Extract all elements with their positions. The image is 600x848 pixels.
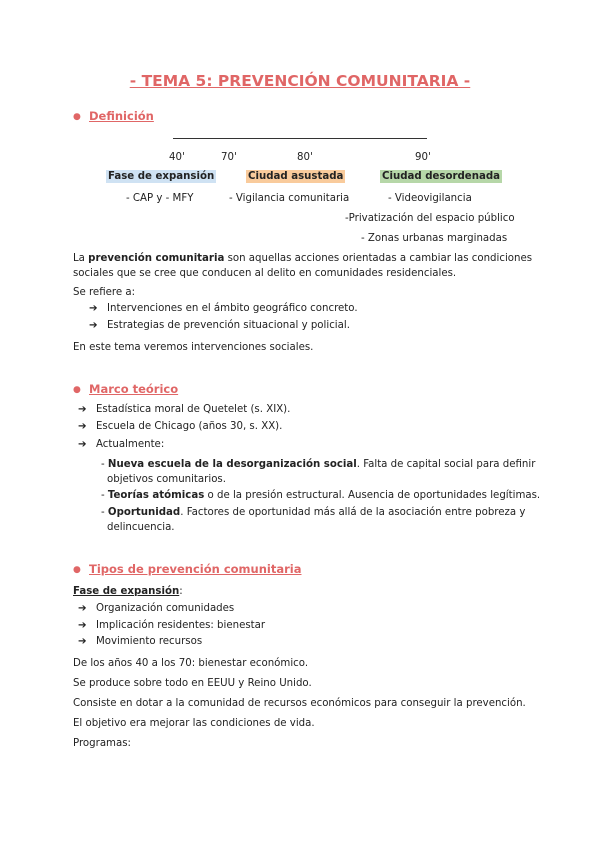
page-title: - TEMA 5: PREVENCIÓN COMUNITARIA - bbox=[129, 72, 471, 90]
timeline-item: - CAP y - MFY bbox=[126, 193, 194, 204]
phase-fase-expansion: Fase de expansión bbox=[108, 171, 215, 182]
paragraph: Se produce sobre todo en EEUU y Reino Unido. bbox=[73, 678, 312, 689]
section-heading-definicion: ● Definición bbox=[73, 109, 154, 123]
phase-ciudad-asustada: Ciudad asustada bbox=[248, 171, 344, 182]
list-item: ➔ Implicación residentes: bienestar bbox=[78, 620, 266, 631]
sub-item: - Teorías atómicas o de la presión estructural. Ausencia de oportunidades legítimas. bbox=[101, 490, 541, 501]
list-item: ➔ Estadística moral de Quetelet (s. XIX). bbox=[78, 404, 291, 415]
timeline-item: - Vigilancia comunitaria bbox=[229, 193, 350, 204]
arrow-icon: ➔ bbox=[78, 636, 87, 647]
sub-item-line2: objetivos comunitarios. bbox=[107, 474, 226, 485]
arrow-icon: ➔ bbox=[89, 303, 98, 314]
list-item: ➔ Organización comunidades bbox=[78, 603, 235, 614]
fase-expansion-label: Fase de expansión: bbox=[73, 586, 183, 597]
arrow-icon: ➔ bbox=[78, 439, 87, 450]
arrow-icon: ➔ bbox=[78, 603, 87, 614]
timeline-item: - Videovigilancia bbox=[388, 193, 472, 204]
list-item: ➔ Actualmente: bbox=[78, 439, 165, 450]
section-heading-marco: ● Marco teórico bbox=[73, 382, 179, 396]
section-heading-tipos: ● Tipos de prevención comunitaria bbox=[73, 562, 302, 576]
bullet-icon: ● bbox=[73, 112, 81, 122]
timeline-item: -Privatización del espacio público bbox=[345, 213, 515, 224]
paragraph: El objetivo era mejorar las condiciones de vida. bbox=[73, 718, 315, 729]
refiere-text: Se refiere a: bbox=[73, 287, 136, 298]
timeline-line bbox=[173, 138, 427, 139]
sub-item: - Nueva escuela de la desorganización social. Falta de capital social para definir bbox=[101, 459, 536, 470]
paragraph: De los años 40 a los 70: bienestar económico. bbox=[73, 658, 309, 669]
arrow-icon: ➔ bbox=[78, 421, 87, 432]
sub-item-line2: delincuencia. bbox=[107, 522, 175, 533]
bullet-icon: ● bbox=[73, 385, 81, 395]
phase-ciudad-desordenada: Ciudad desordenada bbox=[382, 171, 501, 182]
bullet-icon: ● bbox=[73, 565, 81, 575]
timeline-year: 70' bbox=[221, 152, 237, 163]
timeline-year: 80' bbox=[297, 152, 313, 163]
paragraph: Programas: bbox=[73, 738, 131, 749]
arrow-icon: ➔ bbox=[78, 404, 87, 415]
list-item: ➔ Intervenciones en el ámbito geográfico concreto. bbox=[89, 303, 358, 314]
timeline-year: 40' bbox=[169, 152, 185, 163]
tema-text: En este tema veremos intervenciones sociales. bbox=[73, 342, 314, 353]
definition-paragraph-line2: sociales que se cree que conducen al delito en comunidades residenciales. bbox=[73, 268, 457, 279]
list-item: ➔ Estrategias de prevención situacional y policial. bbox=[89, 320, 350, 331]
arrow-icon: ➔ bbox=[89, 320, 98, 331]
list-item: ➔ Escuela de Chicago (años 30, s. XX). bbox=[78, 421, 283, 432]
definition-paragraph: La prevención comunitaria son aquellas acciones orientadas a cambiar las condiciones bbox=[73, 253, 533, 264]
sub-item: - Oportunidad. Factores de oportunidad más allá de la asociación entre pobreza y bbox=[101, 507, 526, 518]
paragraph: Consiste en dotar a la comunidad de recursos económicos para conseguir la prevención. bbox=[73, 698, 526, 709]
arrow-icon: ➔ bbox=[78, 620, 87, 631]
timeline-item: - Zonas urbanas marginadas bbox=[361, 233, 508, 244]
list-item: ➔ Movimiento recursos bbox=[78, 636, 203, 647]
timeline-year: 90' bbox=[415, 152, 431, 163]
